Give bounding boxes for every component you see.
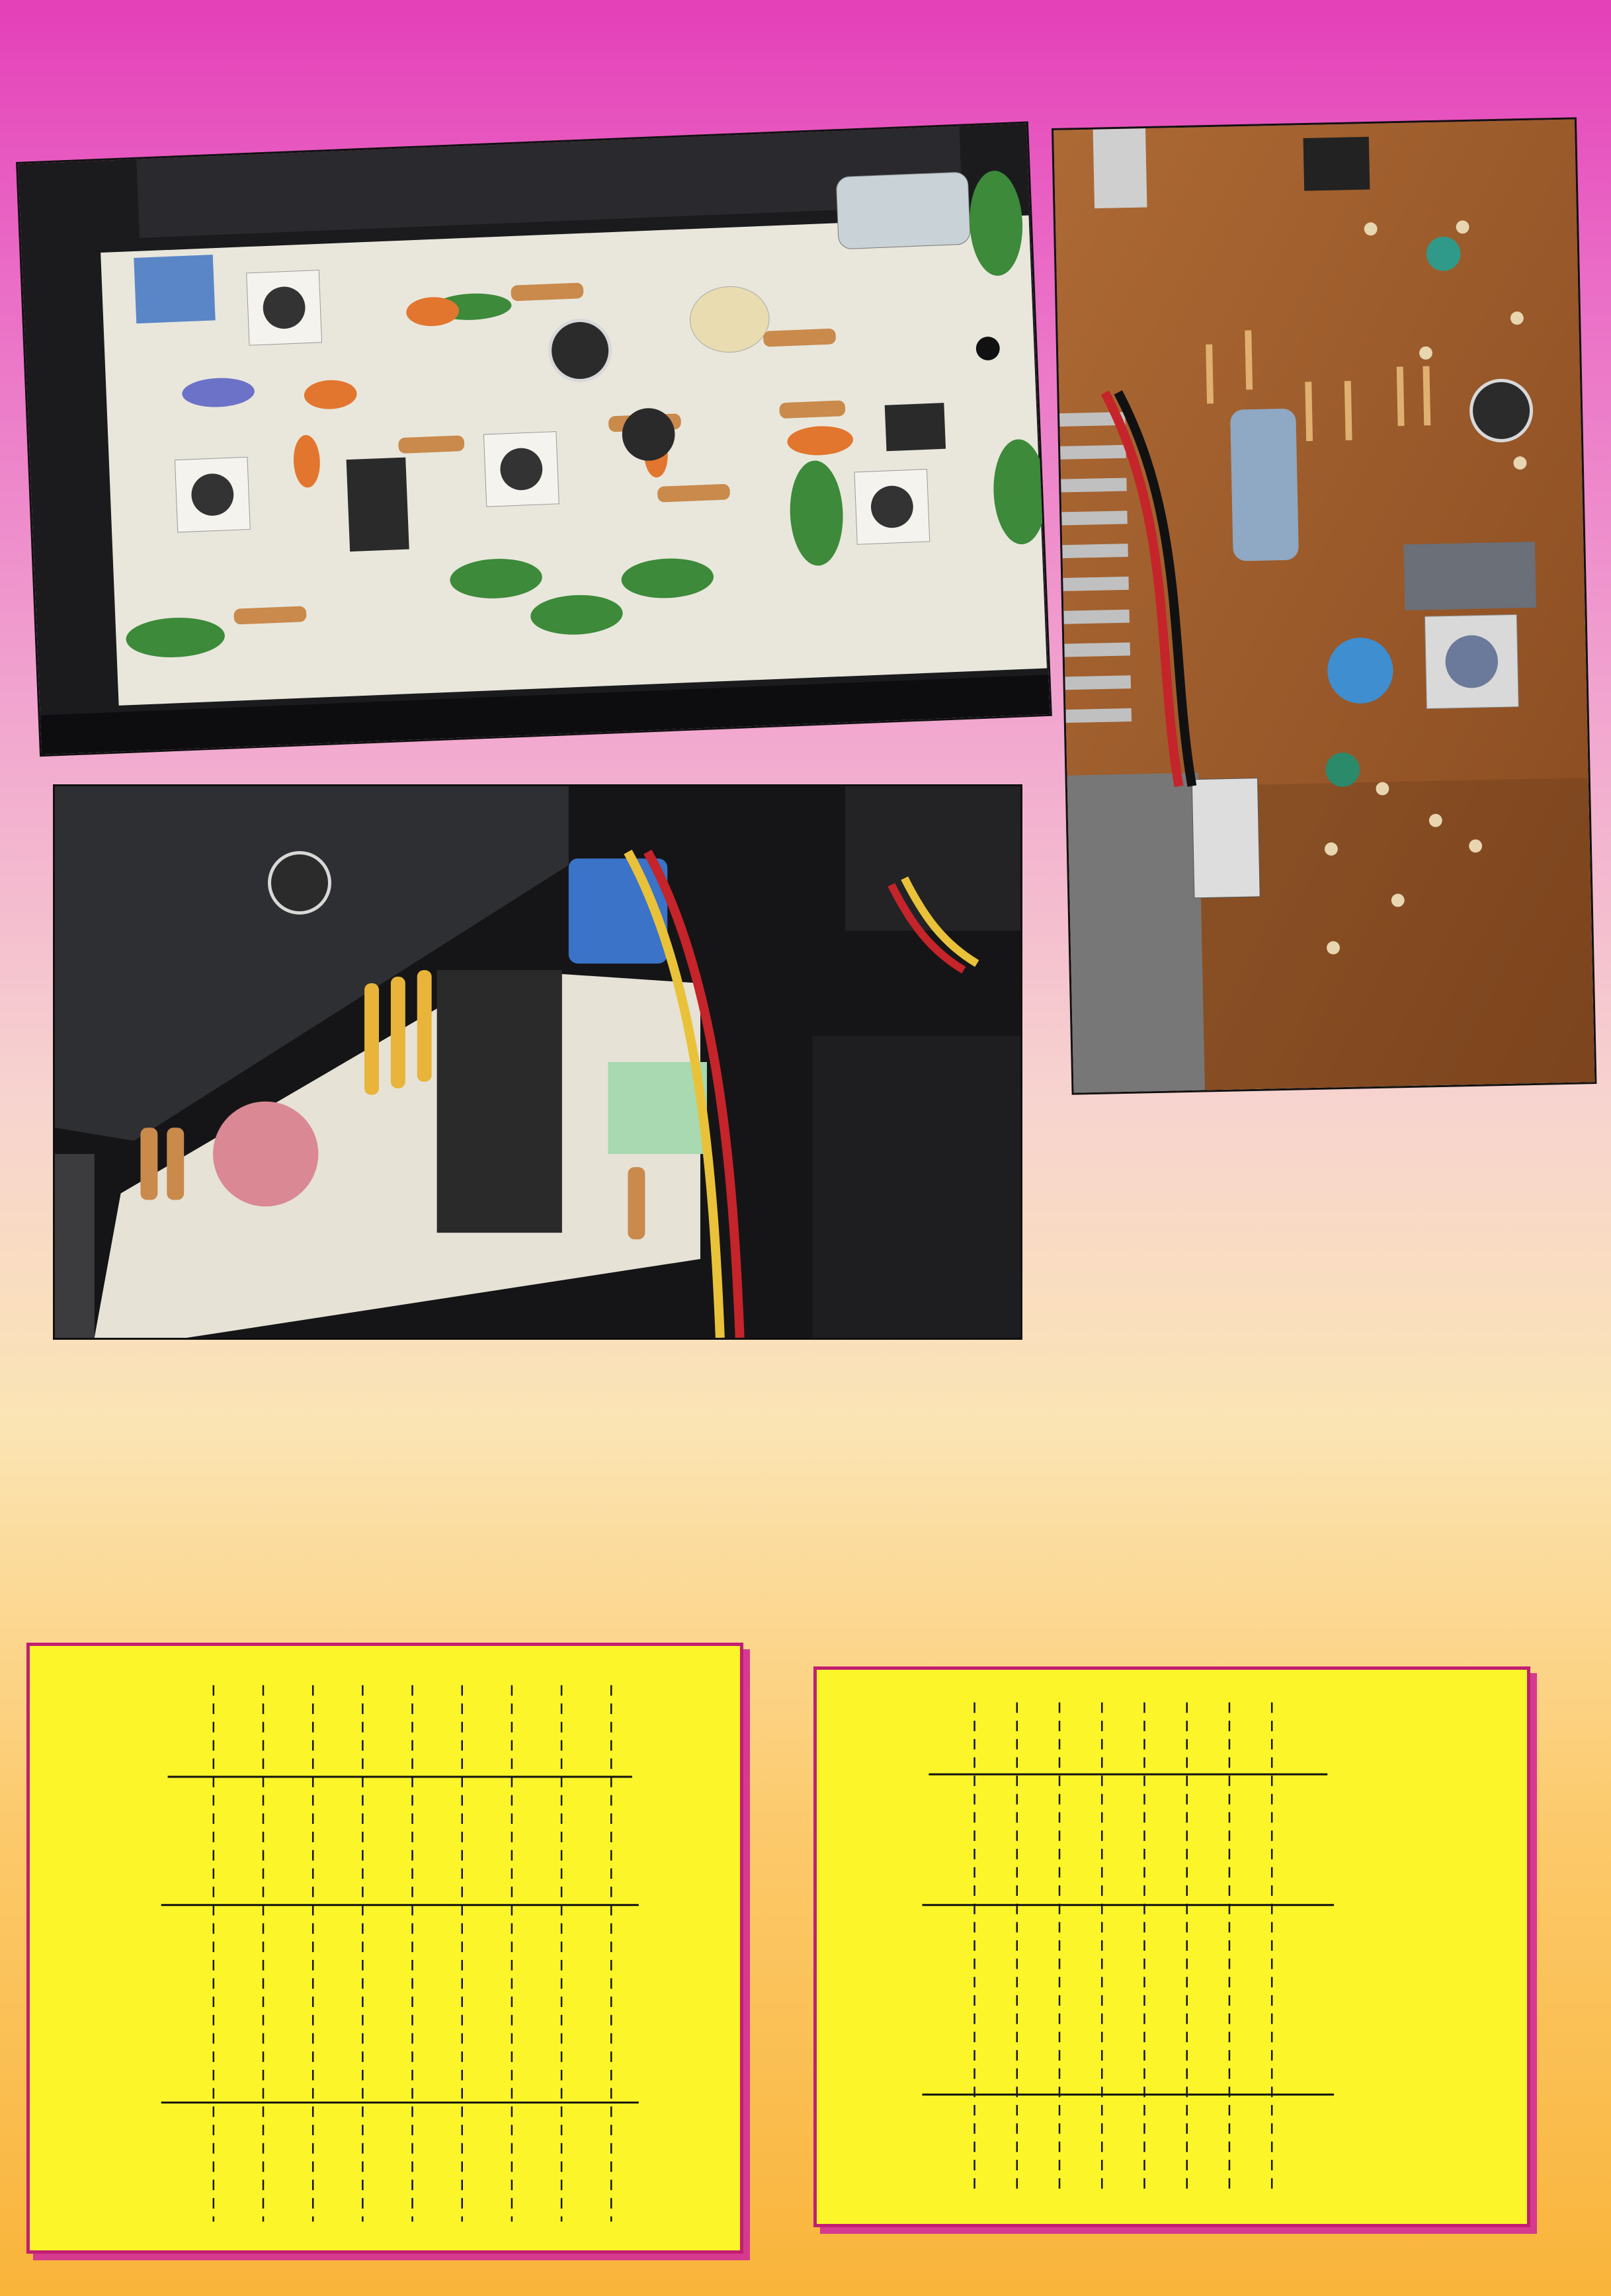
caption-3 (1063, 1170, 1579, 1198)
fm-modulation-diagram (813, 1666, 1530, 2227)
am-modulation-diagram (26, 1643, 743, 2254)
caption-5 (1063, 1297, 1579, 1325)
photo-hf-stage-fm (16, 122, 1052, 757)
photo-fm-encoder (53, 784, 1022, 1340)
photo-captions (1063, 1170, 1579, 1361)
photo-number-badge (268, 851, 331, 915)
photo-hf-stage-am (1052, 117, 1596, 1094)
caption-4 (1063, 1234, 1579, 1262)
